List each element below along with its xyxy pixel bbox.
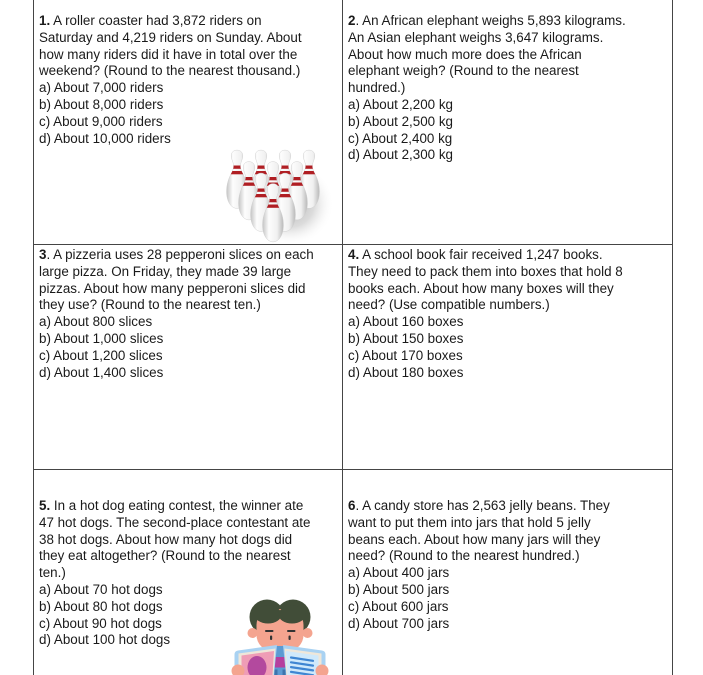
question-line: how many riders did it have in total over the <box>39 46 298 62</box>
option-line-b: b) About 8,000 riders <box>39 96 164 112</box>
question-line: About how much more does the African <box>348 46 582 62</box>
option-line-b: b) About 150 boxes <box>348 330 464 346</box>
question-body: A candy store has 2,563 jelly beans. They <box>362 498 610 513</box>
shirt-square <box>275 657 286 668</box>
question-number: 3 <box>39 247 47 262</box>
question-line: elephant weigh? (Round to the nearest <box>348 63 579 79</box>
option-line-c: c) About 2,400 kg <box>348 130 453 146</box>
option-line-c: c) About 600 jars <box>348 598 449 614</box>
option-line-d: d) About 2,300 kg <box>348 147 453 163</box>
question-cell-5 <box>34 470 343 675</box>
question-line <box>348 498 664 515</box>
question-number-separator: . <box>355 498 363 513</box>
question-body: An African elephant weighs 5,893 kilograms. <box>362 13 626 28</box>
option-line-b: b) About 2,500 kg <box>348 113 453 129</box>
questions-table <box>33 0 673 675</box>
question-line <box>39 13 334 30</box>
option-line-a: a) About 400 jars <box>348 565 450 581</box>
option-line-c: c) About 1,200 slices <box>39 347 163 363</box>
option-line-d: d) About 10,000 riders <box>39 130 171 146</box>
option-line-a: a) About 800 slices <box>39 314 153 330</box>
question-line: need? (Round to the nearest hundred.) <box>348 548 580 564</box>
question-number: 2 <box>348 13 356 28</box>
question-body: In a hot dog eating contest, the winner ate <box>53 498 304 513</box>
question-number: 5. <box>39 498 51 513</box>
option-line-b: b) About 80 hot dogs <box>39 598 163 614</box>
question-line: pizzas. About how many pepperoni slices did <box>39 280 306 296</box>
question-cell-4 <box>343 245 673 470</box>
boy-ear-left <box>248 628 258 638</box>
boy-reading-illustration <box>227 596 333 675</box>
option-line-c: c) About 170 boxes <box>348 347 463 363</box>
option-line-d: d) About 700 jars <box>348 615 450 631</box>
question-number: 6 <box>348 498 356 513</box>
option-line-b: b) About 500 jars <box>348 581 450 597</box>
question-cell-3 <box>34 245 343 470</box>
question-number: 1. <box>39 13 51 28</box>
boy-ear-right <box>303 628 313 638</box>
question-line: large pizza. On Friday, they made 39 large <box>39 263 292 279</box>
option-line-c: c) About 9,000 riders <box>39 113 163 129</box>
question-line: they eat altogether? (Round to the nearest <box>39 548 291 564</box>
question-line: they use? (Round to the nearest ten.) <box>39 297 261 313</box>
question-cell-6 <box>343 470 673 675</box>
option-line-b: b) About 1,000 slices <box>39 330 164 346</box>
question-line: An Asian elephant weighs 3,647 kilograms. <box>348 29 604 45</box>
question-line: weekend? (Round to the nearest thousand.) <box>39 63 301 79</box>
question-line <box>39 498 334 515</box>
option-line-c: c) About 90 hot dogs <box>39 615 162 631</box>
question-line: want to put them into jars that hold 5 jelly <box>348 514 591 530</box>
question-cell-1 <box>34 0 343 245</box>
question-line: need? (Use compatible numbers.) <box>348 297 550 313</box>
bowling-pins-illustration <box>224 146 332 243</box>
question-line: beans each. About how many jars will they <box>348 531 601 547</box>
question-cell-2 <box>343 0 673 245</box>
question-line: ten.) <box>39 565 66 581</box>
question-line <box>348 13 664 30</box>
question-line: 38 hot dogs. About how many hot dogs did <box>39 531 293 547</box>
question-number-separator: . <box>355 13 363 28</box>
question-line <box>348 247 664 264</box>
option-line-a: a) About 160 boxes <box>348 314 464 330</box>
option-line-d: d) About 1,400 slices <box>39 364 164 380</box>
question-line: books each. About how many boxes will they <box>348 280 614 296</box>
option-line-d: d) About 180 boxes <box>348 364 464 380</box>
question-body: A school book fair received 1,247 books. <box>362 247 603 262</box>
question-line <box>39 247 334 264</box>
option-line-a: a) About 70 hot dogs <box>39 581 163 597</box>
question-line: 47 hot dogs. The second-place contestant ate <box>39 514 311 530</box>
question-line: They need to pack them into boxes that hold 8 <box>348 263 623 279</box>
question-line: Saturday and 4,219 riders on Sunday. About <box>39 29 302 45</box>
question-number: 4. <box>348 247 360 262</box>
option-line-d: d) About 100 hot dogs <box>39 632 171 648</box>
question-body: A pizzeria uses 28 pepperoni slices on each <box>53 247 314 262</box>
option-line-a: a) About 2,200 kg <box>348 96 453 112</box>
question-number-separator: . <box>46 247 54 262</box>
question-body: A roller coaster had 3,872 riders on <box>53 13 262 28</box>
option-line-a: a) About 7,000 riders <box>39 80 164 96</box>
question-line: hundred.) <box>348 80 406 96</box>
